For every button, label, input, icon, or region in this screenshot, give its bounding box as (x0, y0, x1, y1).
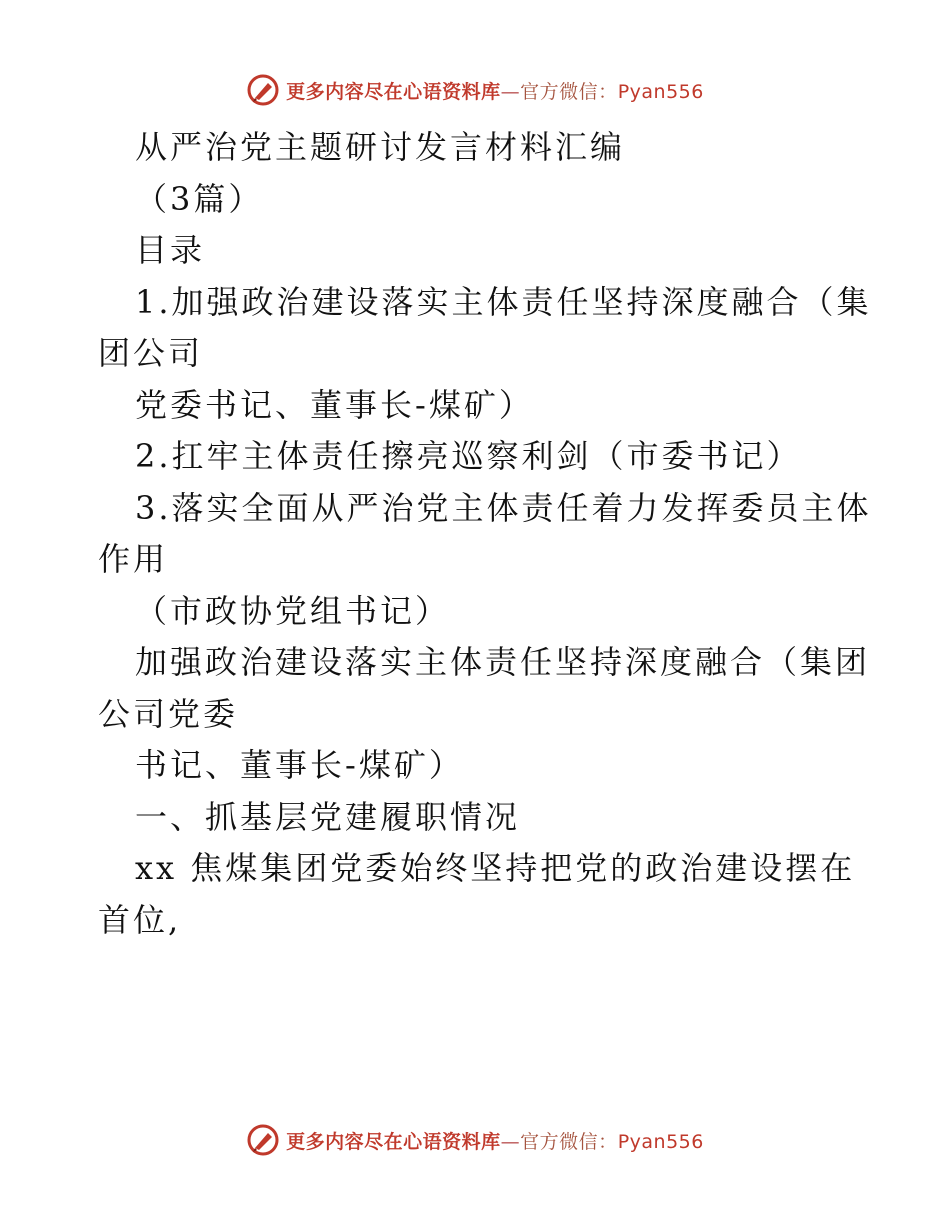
document-line: 1.加强政治建设落实主体责任坚持深度融合（集 (135, 282, 872, 321)
document-line: 书记、董事长-煤矿） (135, 746, 464, 784)
watermark-id: Pyan556 (617, 80, 704, 103)
document-line: 首位, (98, 900, 182, 939)
document-line: 3.落实全面从严治党主体责任着力发挥委员主体 (135, 488, 872, 527)
watermark-main-text: 更多内容尽在心语资料库 (286, 80, 501, 103)
document-line: 从严治党主题研讨发言材料汇编 (135, 128, 626, 166)
document-line: 加强政治建设落实主体责任坚持深度融合（集团 (135, 643, 871, 681)
document-line: 作用 (98, 540, 169, 578)
document-line: 团公司 (98, 334, 204, 372)
document-line: 2.扛牢主体责任擦亮巡察利剑（市委书记） (135, 437, 802, 475)
document-line: （3篇） (135, 179, 264, 218)
watermark-banner-bottom (0, 1120, 950, 1160)
document-line: 党委书记、董事长-煤矿） (135, 385, 534, 424)
watermark-side-text: 官方微信： (520, 1130, 618, 1153)
document-body (98, 122, 872, 946)
document-line: 目录 (135, 231, 206, 269)
watermark-id: Pyan556 (617, 1130, 704, 1153)
watermark-side-text: 官方微信： (520, 80, 618, 103)
document-line: 公司党委 (98, 694, 239, 733)
document-line: （市政协党组书记） (135, 591, 451, 630)
pen-logo-icon (246, 1123, 280, 1157)
watermark-banner-top (0, 70, 950, 110)
pen-logo-icon (246, 73, 280, 107)
watermark-main-text: 更多内容尽在心语资料库 (286, 1130, 501, 1153)
document-line: 一、抓基层党建履职情况 (135, 797, 521, 836)
watermark-separator: — (500, 80, 521, 103)
watermark-separator: — (500, 1130, 521, 1153)
document-line: xx 焦煤集团党委始终坚持把党的政治建设摆在 (135, 849, 856, 887)
